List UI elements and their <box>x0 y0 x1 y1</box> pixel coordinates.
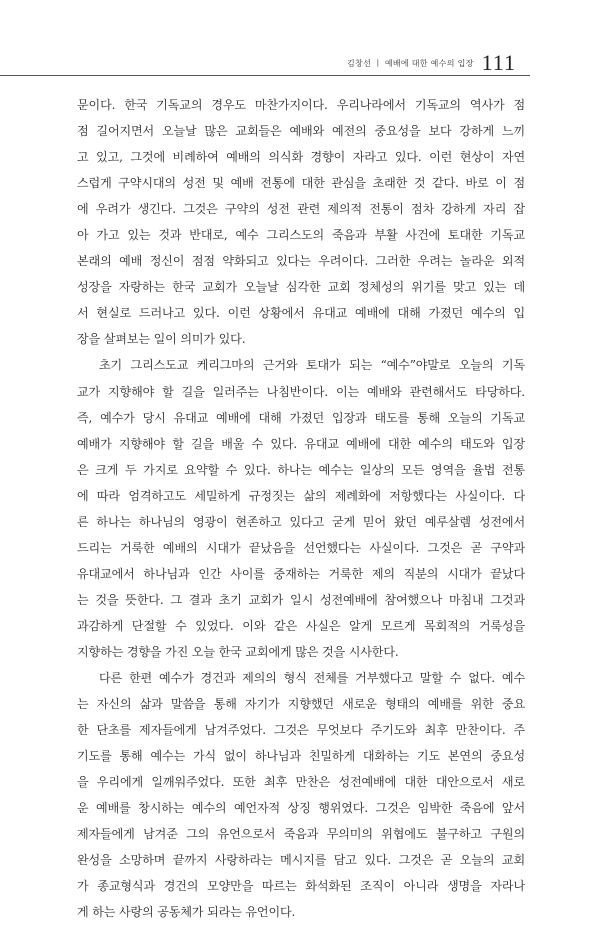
text-line: 에 우려가 생긴다. 그것은 구약의 성전 관련 제의적 전통이 점차 강하게 자리 잡 <box>77 202 525 217</box>
text-line: 드리는 거룩한 예배의 시대가 끝났음을 선언했다는 사실이다. 그것은 곧 구약과 <box>77 540 525 555</box>
text-line: 유대교에서 하나님과 인간 사이를 중재하는 거룩한 제의 직분의 시대가 끝났다 <box>77 566 525 581</box>
text-line: 성장을 자랑하는 한국 교회가 오늘날 심각한 교회 정체성의 위기를 맞고 있는 데 <box>77 280 525 295</box>
page-number: 111 <box>481 50 516 75</box>
text-line: 은 크게 두 가지로 요약할 수 있다. 하나는 예수는 일상의 모든 영역을 율법 전통 <box>77 462 525 477</box>
text-line: 다른 한편 예수가 경건과 제의의 형식 전체를 거부했다고 말할 수 없다. 예수 <box>99 671 525 686</box>
text-line: 게 하는 사랑의 공동체가 되라는 유언이다. <box>77 905 296 920</box>
text-line: 스럽게 구약시대의 성전 및 예배 전통에 대한 관심을 초래한 것 같다. 바로 이 점 <box>77 176 525 191</box>
text-line: 기도를 통해 예수는 가식 없이 하나님과 친밀하게 대화하는 기도 본연의 중요성 <box>77 749 525 764</box>
text-line: 완성을 소망하며 끝까지 사랑하라는 메시지를 담고 있다. 그것은 곧 오늘의 교회 <box>77 853 525 868</box>
header-rule <box>0 75 530 76</box>
text-line: 점 길어지면서 오늘날 많은 교회들은 예배와 예전의 중요성을 보다 강하게 느끼 <box>77 124 525 139</box>
text-line: 서 현실로 드러나고 있다. 이런 상황에서 유대교 예배에 대해 가졌던 예수의 입 <box>77 306 525 321</box>
text-line: 예배가 지향해야 할 길을 배울 수 있다. 유대교 예배에 대한 예수의 태도와 입장 <box>77 436 525 451</box>
text-line: 지향하는 경향을 가진 오늘 한국 교회에게 많은 것을 시사한다. <box>77 644 399 659</box>
text-line: 을 우리에게 일깨워주었다. 또한 최후 만찬은 성전예배에 대한 대안으로서 새로 <box>77 775 525 790</box>
text-line: 가 종교형식과 경건의 모양만을 따르는 화석화된 조직이 아니라 생명을 자라나 <box>77 879 525 894</box>
text-line: 장을 살펴보는 일이 의미가 있다. <box>77 332 246 347</box>
text-line: 에 따라 엄격하고도 세밀하게 규정짓는 삶의 제례화에 저항했다는 사실이다. 다 <box>77 488 525 503</box>
text-line: 문이다. 한국 기독교의 경우도 마찬가지이다. 우리나라에서 기독교의 역사가 점 <box>77 98 525 112</box>
text-line: 교가 지향해야 할 길을 일러주는 나침반이다. 이는 예배와 관련해서도 타당하다. <box>77 384 525 399</box>
running-head: 김창선 ㅣ 예배에 대한 예수의 입장 <box>347 58 474 68</box>
text-line: 한 단초를 제자들에게 남겨주었다. 그것은 무엇보다 주기도와 최후 만찬이다. 주 <box>77 723 525 738</box>
text-line: 는 자신의 삶과 말씀을 통해 자기가 지향했던 새로운 형태의 예배를 위한 중요 <box>77 697 525 712</box>
text-line: 운 예배를 창시하는 예수의 예언자적 상징 행위였다. 그것은 임박한 죽음에 앞서 <box>77 801 525 816</box>
text-line: 제자들에게 남겨준 그의 유언으로서 죽음과 무의미의 위협에도 불구하고 구원의 <box>77 827 525 842</box>
paragraph <box>77 665 525 925</box>
paragraph <box>77 352 525 665</box>
text-line: 본래의 예배 정신이 점점 약화되고 있다는 우려이다. 그러한 우려는 놀라운 외적 <box>77 254 525 269</box>
text-line: 초기 그리스도교 케리그마의 근거와 토대가 되는 “예수”야말로 오늘의 기독 <box>99 358 525 373</box>
text-line: 는 것을 뜻한다. 그 결과 초기 교회가 일시 성전예배에 참여했으나 마침내 그것과 <box>77 592 525 607</box>
text-line: 른 하나는 하나님의 영광이 현존하고 있다고 굳게 믿어 왔던 예루살렘 성전에서 <box>77 514 525 529</box>
text-line: 과감하게 단절할 수 있었다. 이와 같은 사실은 알게 모르게 목회적의 거룩성을 <box>77 618 525 633</box>
text-line: 즉, 예수가 당시 유대교 예배에 대해 가졌던 입장과 태도를 통해 오늘의 기독교 <box>77 410 525 425</box>
text-line: 고 있고, 그것에 비례하여 예배의 의식화 경향이 자라고 있다. 이런 현상이 자연 <box>77 150 525 165</box>
text-line: 아 가고 있는 것과 반대로, 예수 그리스도의 죽음과 부활 사건에 토대한 기독교 <box>77 228 525 243</box>
body-text <box>77 92 525 920</box>
paragraph <box>77 92 525 352</box>
page-header <box>347 50 516 76</box>
